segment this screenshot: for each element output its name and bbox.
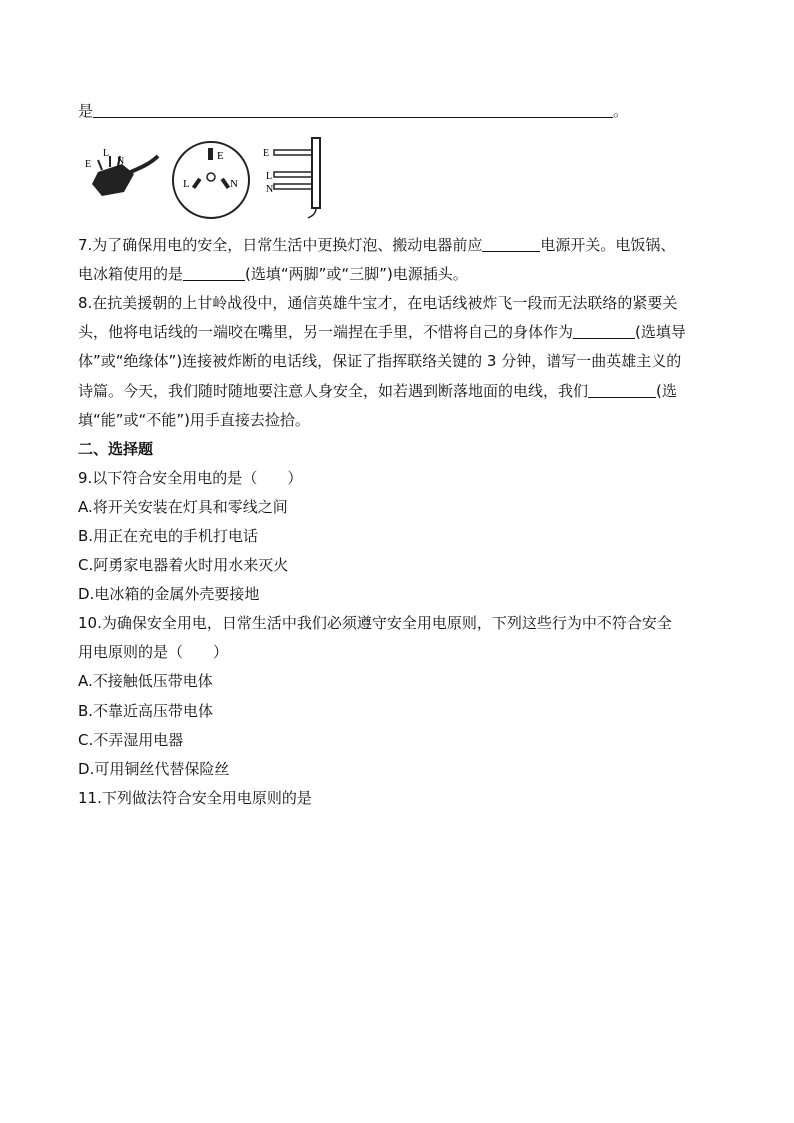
plug-label-l: L — [103, 148, 110, 159]
q8-blank-1 — [573, 322, 635, 339]
plug-socket-figure — [80, 134, 330, 226]
answer-blank — [93, 101, 613, 118]
q7-text-1: 7.为了确保用电的安全，日常生活中更换灯泡、搬动电器前应 — [78, 236, 483, 254]
q10-option-c: C.不弄湿用电器 — [78, 731, 184, 749]
plug-side-view-image — [263, 138, 320, 218]
socket-label-l: L — [183, 178, 190, 190]
q9-stem: 9.以下符合安全用电的是（ ） — [78, 469, 303, 487]
q8-line-3: 体”或“绝缘体”)连接被炸断的电话线，保证了指挥联络关键的 3 分钟，谱写一曲英雄主义的 — [78, 352, 682, 370]
side-label-l: L — [266, 171, 273, 182]
q8-line-1: 8.在抗美援朝的上甘岭战役中，通信英雄牛宝才，在电话线被炸飞一段而无法联络的紧要关 — [78, 294, 678, 312]
side-label-e: E — [263, 148, 270, 159]
q8-text-2: 头，他将电话线的一端咬在嘴里，另一端捏在手里，不惜将自己的身体作为 — [78, 323, 574, 341]
plug-label-e: E — [85, 159, 92, 170]
q10-stem-1: 10.为确保安全用电，日常生活中我们必须遵守安全用电原则，下列这些行为中不符合安全 — [78, 614, 672, 632]
answer-line — [78, 100, 628, 122]
q8-text-4: 诗篇。今天，我们随时随地要注意人身安全，如若遇到断落地面的电线，我们 — [78, 382, 589, 400]
q10-option-b: B.不靠近高压带电体 — [78, 702, 214, 720]
q9-option-a: A.将开关安装在灯具和零线之间 — [78, 498, 288, 516]
q9-option-c: C.阿勇家电器着火时用水来灭火 — [78, 556, 289, 574]
socket-image — [173, 142, 249, 218]
socket-label-n: N — [230, 178, 238, 190]
q7-line-2 — [78, 263, 468, 285]
lead-text: 是 — [78, 102, 94, 120]
q10-option-d: D.可用铜丝代替保险丝 — [78, 760, 230, 778]
q11-stem: 11.下列做法符合安全用电原则的是 — [78, 789, 312, 807]
q8-line-2 — [78, 321, 686, 343]
lead-end: 。 — [613, 102, 629, 120]
side-label-n: N — [266, 184, 274, 195]
section-heading: 二、选择题 — [78, 440, 154, 458]
q8-line-4 — [78, 380, 677, 402]
q10-stem-2: 用电原则的是（ ） — [78, 643, 229, 661]
q9-option-d: D.电冰箱的金属外壳要接地 — [78, 585, 260, 603]
three-pin-plug-image — [85, 148, 158, 196]
q7-line-1 — [78, 234, 675, 256]
q7-text-2: 电冰箱使用的是 — [78, 265, 184, 283]
q7-blank-1 — [482, 235, 540, 252]
q10-option-a: A.不接触低压带电体 — [78, 672, 213, 690]
q8-text-4b: (选 — [656, 382, 677, 400]
q9-option-b: B.用正在充电的手机打电话 — [78, 527, 259, 545]
q7-blank-2 — [183, 264, 245, 281]
q8-line-5: 填“能”或“不能”)用手直接去捡拾。 — [78, 411, 310, 429]
q8-text-2b: (选填导 — [635, 323, 686, 341]
plug-label-n: N — [117, 156, 125, 167]
q7-text-2b: (选填“两脚”或“三脚”)电源插头。 — [245, 265, 468, 283]
q8-blank-2 — [588, 381, 656, 398]
q7-text-1b: 电源开关。电饭锅、 — [540, 236, 676, 254]
socket-label-e: E — [217, 150, 224, 162]
